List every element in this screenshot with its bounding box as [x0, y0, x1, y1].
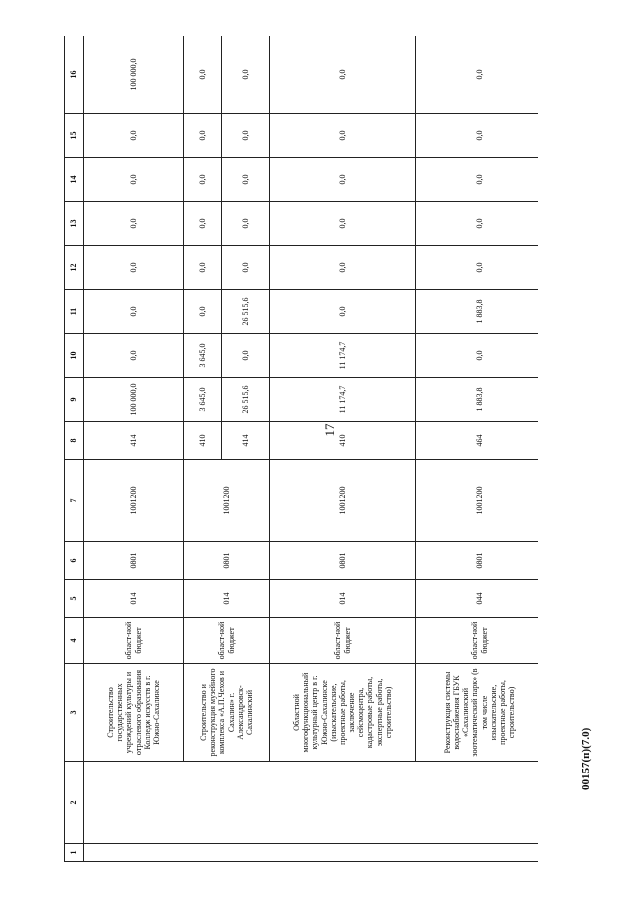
cell-c10: 0,0	[416, 334, 539, 378]
cell-c8: 414	[84, 422, 184, 460]
cell-c16: 0,0	[270, 36, 416, 114]
document-code: 00157(п)(7.0)	[580, 727, 592, 790]
cell-c13: 0,0	[84, 202, 184, 246]
cell-c7: 1001200	[416, 460, 539, 542]
cell-c13: 0,0	[184, 202, 222, 246]
funding-source: област-ной бюджет	[270, 618, 416, 664]
cell-c9: 100 000,0	[84, 378, 184, 422]
header-cell: 5	[65, 580, 84, 618]
cell-c11: 0,0	[84, 290, 184, 334]
cell-c15: 0,0	[416, 114, 539, 158]
page-number: 17	[322, 423, 337, 437]
header-cell: 12	[65, 246, 84, 290]
empty-cell	[84, 762, 539, 844]
cell-c8: 414	[222, 422, 270, 460]
header-cell: 9	[65, 378, 84, 422]
header-cell: 1	[65, 844, 84, 862]
table-row	[184, 36, 222, 862]
empty-cell	[84, 844, 539, 862]
cell-c15: 0,0	[84, 114, 184, 158]
header-cell: 7	[65, 460, 84, 542]
cell-c10: 3 645,0	[184, 334, 222, 378]
cell-c6: 0801	[270, 542, 416, 580]
cell-c6: 0801	[84, 542, 184, 580]
cell-c15: 0,0	[222, 114, 270, 158]
cell-c10: 0,0	[84, 334, 184, 378]
cell-c8: 410	[184, 422, 222, 460]
table-row	[270, 36, 416, 862]
header-row	[65, 36, 84, 862]
cell-c10: 0,0	[222, 334, 270, 378]
cell-c8: 464	[416, 422, 539, 460]
cell-c5: 014	[84, 580, 184, 618]
cell-c15: 0,0	[270, 114, 416, 158]
cell-c14: 0,0	[184, 158, 222, 202]
cell-c14: 0,0	[84, 158, 184, 202]
cell-c13: 0,0	[416, 202, 539, 246]
table-row	[416, 36, 539, 862]
cell-c5: 044	[416, 580, 539, 618]
header-cell: 14	[65, 158, 84, 202]
cell-c7: 1001200	[84, 460, 184, 542]
cell-c14: 0,0	[270, 158, 416, 202]
cell-c9: 26 515,6	[222, 378, 270, 422]
cell-c12: 0,0	[222, 246, 270, 290]
cell-c14: 0,0	[416, 158, 539, 202]
cell-c8: 410	[270, 422, 416, 460]
header-cell: 15	[65, 114, 84, 158]
object-name: Областной многофункциональный культурный центр в г. Южно-Сахалинске (изыскательские, проектные работы, заключение сейсмоцентра, кадастровые работы, экспертные работы, строительство)	[270, 664, 416, 762]
cell-c15: 0,0	[184, 114, 222, 158]
funding-source: област-ной бюджет	[184, 618, 270, 664]
cell-c16: 0,0	[416, 36, 539, 114]
header-cell: 2	[65, 762, 84, 844]
object-name: Строительство государственных учреждений культуры и отраслевого образования Колледж искусств в г. Южно-Сахалинске	[84, 664, 184, 762]
table-row	[84, 36, 184, 862]
cell-c11: 0,0	[270, 290, 416, 334]
header-cell: 6	[65, 542, 84, 580]
cell-c12: 0,0	[184, 246, 222, 290]
header-cell: 13	[65, 202, 84, 246]
cell-c12: 0,0	[270, 246, 416, 290]
cell-c16: 100 000,0	[84, 36, 184, 114]
header-cell: 4	[65, 618, 84, 664]
cell-c6: 0801	[416, 542, 539, 580]
cell-c10: 11 174,7	[270, 334, 416, 378]
cell-c16: 0,0	[184, 36, 222, 114]
cell-c14: 0,0	[222, 158, 270, 202]
cell-c11: 26 515,6	[222, 290, 270, 334]
object-name: Реконструкция системы водоснабжения ГБУК «Сахалинский зоотематический парк» (в том числе изыскательские, проектные работы, строительство)	[416, 664, 539, 762]
cell-c12: 0,0	[84, 246, 184, 290]
object-name: Строительство и реконструкция музейного комплекса «А.П.Чехов и Сахалин» г. Александровск-Сахалинский	[184, 664, 270, 762]
funding-source: област-ной бюджет	[84, 618, 184, 664]
header-cell: 11	[65, 290, 84, 334]
cell-c9: 3 645,0	[184, 378, 222, 422]
cell-c5: 014	[184, 580, 270, 618]
cell-c13: 0,0	[270, 202, 416, 246]
cell-c7: 1001200	[270, 460, 416, 542]
header-cell: 10	[65, 334, 84, 378]
funding-source: област-ной бюджет	[416, 618, 539, 664]
header-cell: 16	[65, 36, 84, 114]
cell-c9: 11 174,7	[270, 378, 416, 422]
cell-c11: 0,0	[184, 290, 222, 334]
cell-c9: 1 883,8	[416, 378, 539, 422]
cell-c13: 0,0	[222, 202, 270, 246]
cell-c11: 1 883,8	[416, 290, 539, 334]
budget-table	[64, 36, 538, 862]
cell-c12: 0,0	[416, 246, 539, 290]
header-cell: 3	[65, 664, 84, 762]
cell-c7: 1001200	[184, 460, 270, 542]
header-cell: 8	[65, 422, 84, 460]
cell-c16: 0,0	[222, 36, 270, 114]
cell-c6: 0801	[184, 542, 270, 580]
cell-c5: 014	[270, 580, 416, 618]
rotated-table-area	[64, 36, 538, 862]
